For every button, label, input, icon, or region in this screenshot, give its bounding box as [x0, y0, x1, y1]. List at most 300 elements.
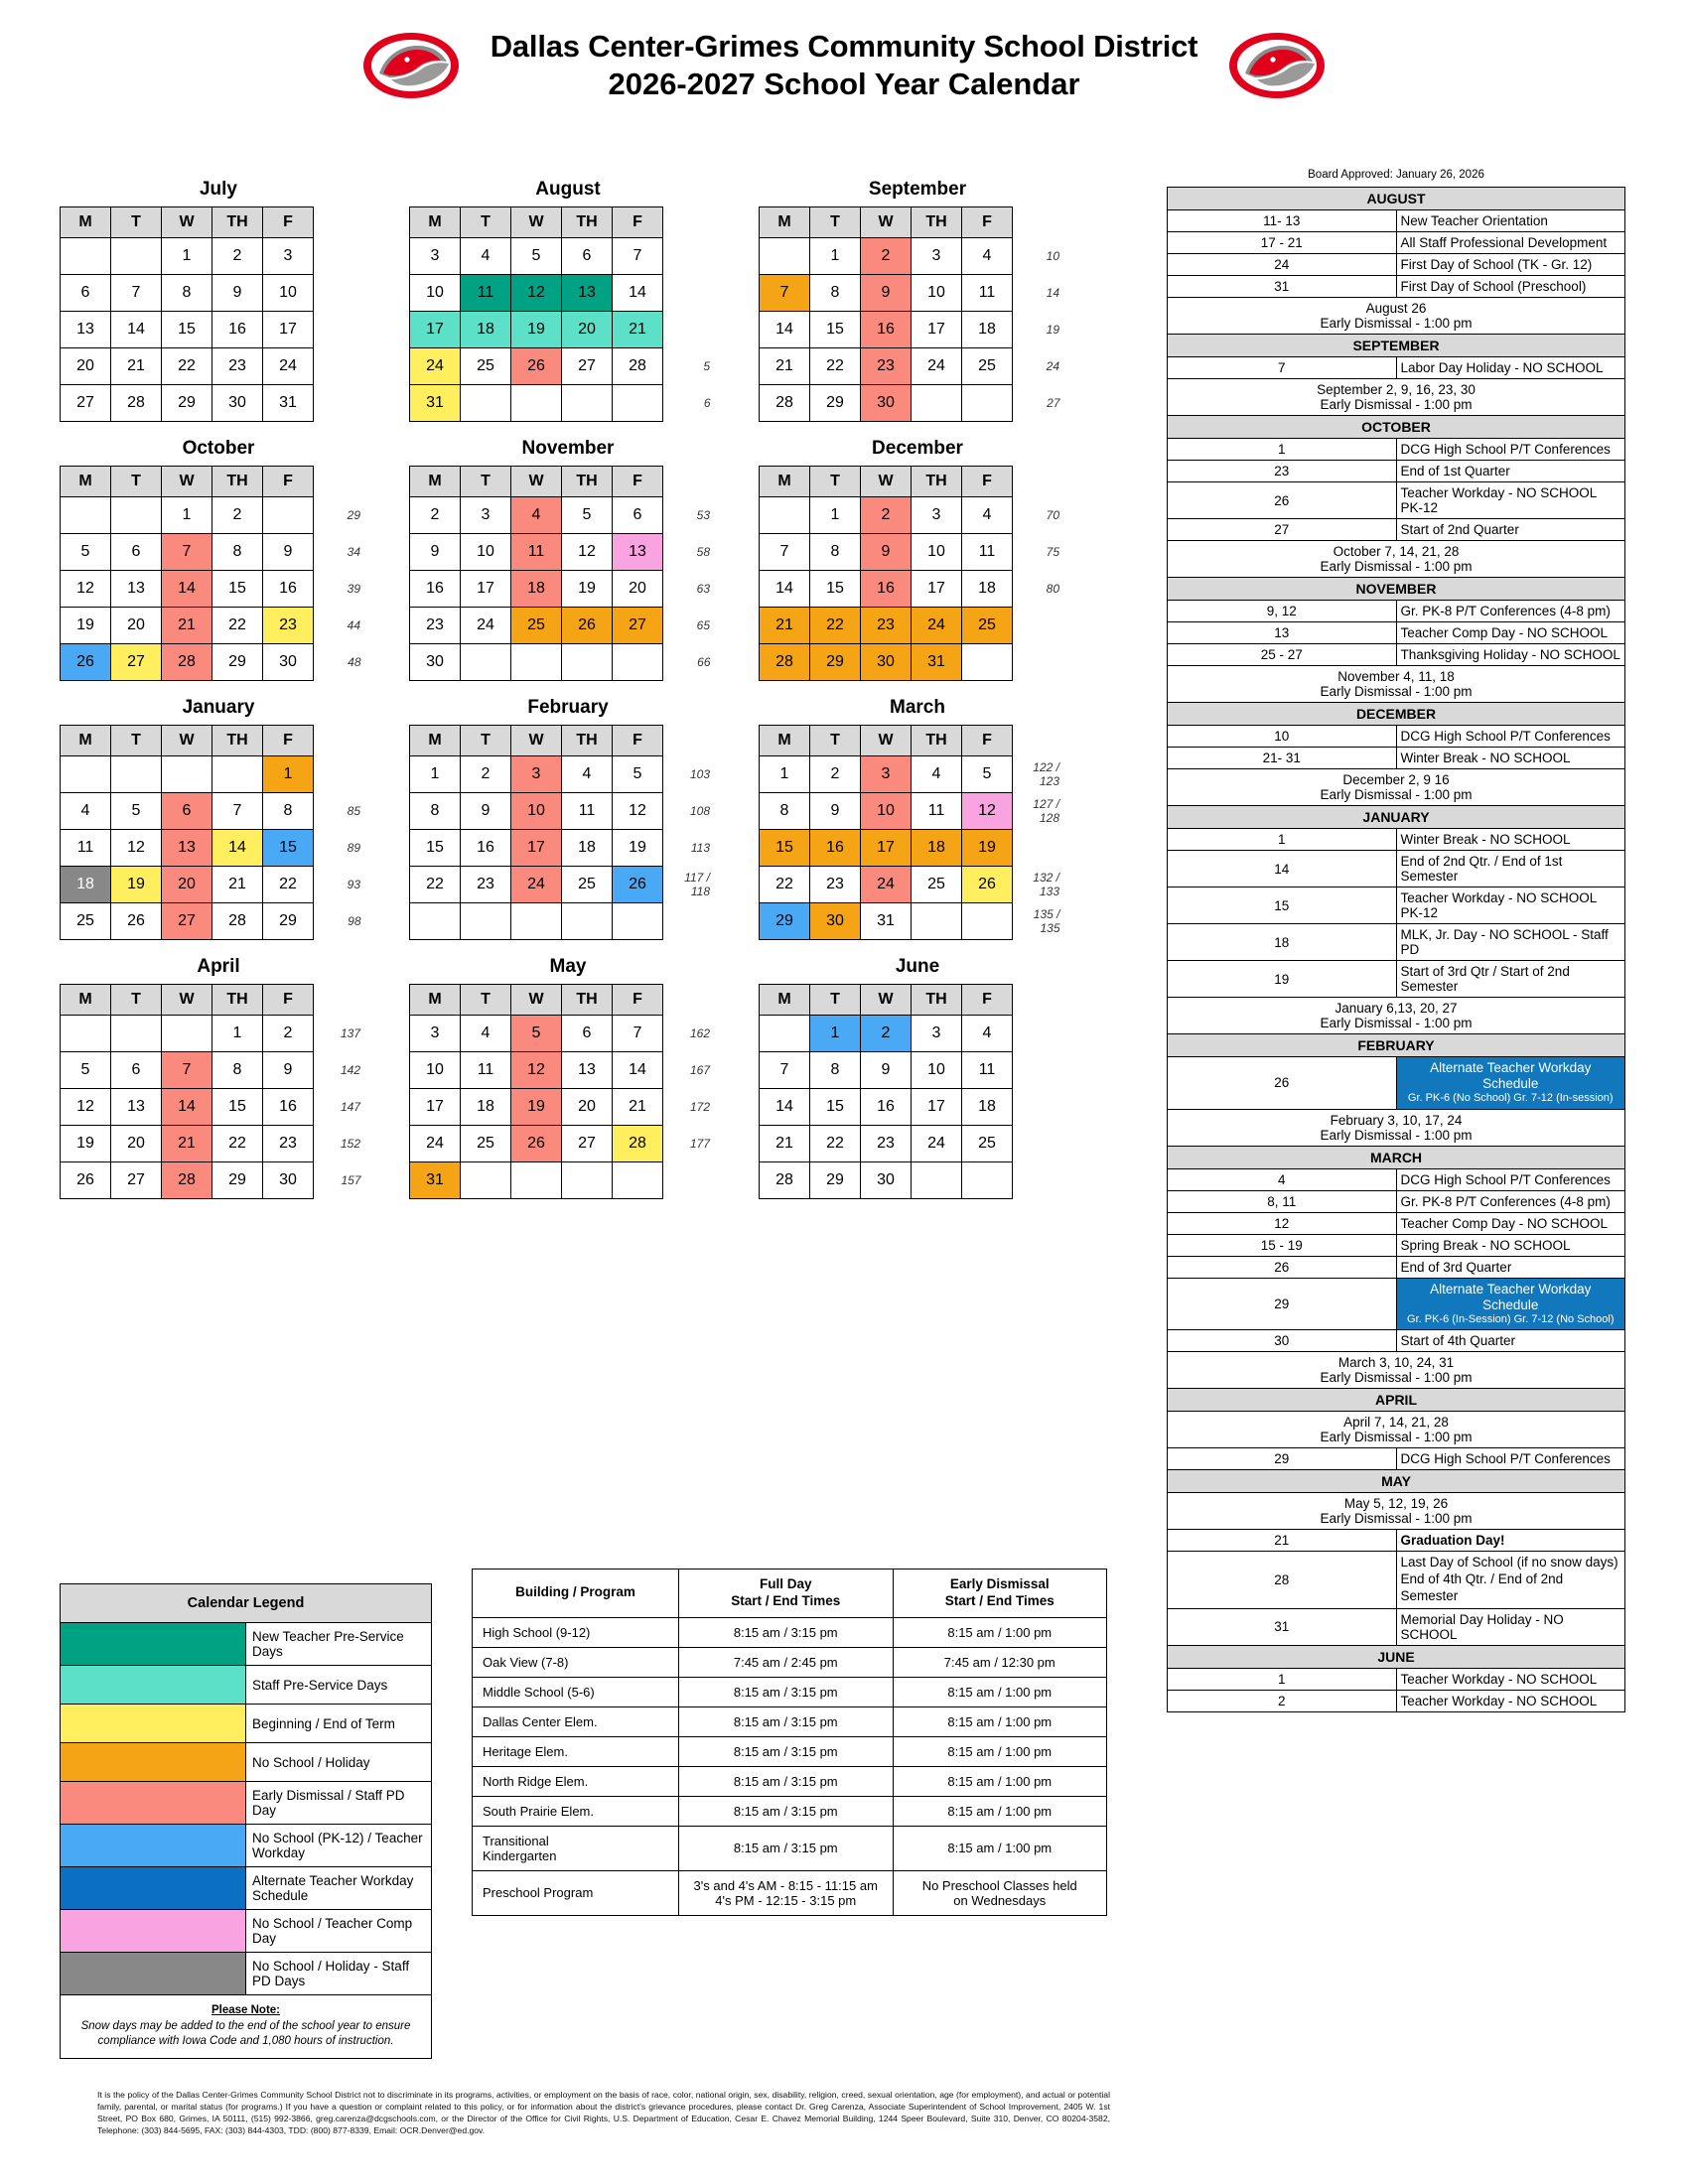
day-count-header: [314, 726, 364, 756]
day-cell: 23: [263, 608, 314, 644]
day-cell: 27: [61, 385, 111, 422]
day-cell: 7: [111, 275, 162, 312]
empty-cell: [212, 756, 263, 793]
cumulative-days: 135 / 135: [1033, 907, 1060, 935]
event-row-highlight: [1168, 1278, 1625, 1330]
month-table: [60, 725, 364, 940]
weekday-header: W: [861, 207, 912, 238]
week-row: [760, 275, 1063, 312]
event-note-row: [1168, 1109, 1625, 1146]
event-date: 13: [1168, 622, 1397, 644]
event-row: [1168, 1330, 1625, 1352]
day-cell: 18: [912, 830, 962, 867]
empty-cell: [613, 903, 663, 940]
cumulative-days: 98: [348, 914, 361, 928]
event-note-text: February 3, 10, 17, 24 Early Dismissal - 1:00 pm: [1168, 1109, 1625, 1146]
event-date: 26: [1168, 482, 1397, 519]
event-date: 1: [1168, 829, 1397, 851]
event-row: [1168, 254, 1625, 276]
event-text: Spring Break - NO SCHOOL: [1396, 1234, 1625, 1256]
event-text: Gr. PK-8 P/T Conferences (4-8 pm): [1396, 601, 1625, 622]
weekday-header: M: [760, 207, 810, 238]
day-cell: 8: [760, 793, 810, 830]
legend-swatch: [61, 1705, 246, 1743]
week-row: [410, 385, 714, 422]
legend-item: [61, 1705, 432, 1743]
day-cell: 1: [212, 1016, 263, 1052]
weekday-header: F: [613, 726, 663, 756]
event-date: 4: [1168, 1168, 1397, 1190]
times-header-cell: Building / Program: [473, 1570, 679, 1618]
weekday-header: TH: [212, 726, 263, 756]
empty-cell: [461, 385, 511, 422]
week-row: [760, 238, 1063, 275]
day-cell: 14: [162, 1089, 212, 1126]
event-text: Teacher Workday - NO SCHOOL PK-12: [1396, 482, 1625, 519]
empty-cell: [461, 1162, 511, 1199]
day-cell: 16: [461, 830, 511, 867]
empty-cell: [461, 644, 511, 681]
day-cell: 5: [511, 1016, 562, 1052]
cumulative-days: [1013, 830, 1063, 867]
day-cell: 15: [810, 571, 861, 608]
event-text: Start of 2nd Quarter: [1396, 519, 1625, 541]
legend-item: [61, 1910, 432, 1953]
day-cell: 21: [613, 1089, 663, 1126]
weekday-header: W: [511, 207, 562, 238]
times-header-row: [473, 1570, 1107, 1618]
building-program: High School (9-12): [473, 1617, 679, 1647]
day-cell: 24: [511, 867, 562, 903]
legend-label: Early Dismissal / Staff PD Day: [246, 1782, 432, 1825]
event-date: 21- 31: [1168, 748, 1397, 769]
day-cell: 19: [511, 1089, 562, 1126]
day-cell: 11: [461, 1052, 511, 1089]
day-cell: 30: [861, 644, 912, 681]
event-month-header: [1168, 703, 1625, 726]
day-cell: 24: [861, 867, 912, 903]
day-cell: 11: [962, 534, 1013, 571]
day-cell: 28: [613, 1126, 663, 1162]
mustang-logo-left: [361, 30, 461, 101]
event-date: 28: [1168, 1552, 1397, 1609]
legend-label: Alternate Teacher Workday Schedule: [246, 1867, 432, 1910]
day-cell: 18: [61, 867, 111, 903]
cumulative-days: 108: [689, 804, 710, 818]
day-cell: 13: [562, 275, 613, 312]
day-cell: 17: [410, 312, 461, 348]
day-cell: 5: [962, 756, 1013, 793]
month-name: November: [521, 438, 615, 459]
cumulative-days: 58: [696, 545, 710, 559]
event-date: 21: [1168, 1530, 1397, 1552]
empty-cell: [111, 497, 162, 534]
day-cell: 4: [511, 497, 562, 534]
empty-cell: [562, 1162, 613, 1199]
day-cell: 19: [61, 1126, 111, 1162]
day-cell: 19: [111, 867, 162, 903]
day-cell: 3: [410, 238, 461, 275]
day-cell: 16: [410, 571, 461, 608]
week-row: [410, 756, 714, 793]
week-row: [61, 571, 364, 608]
day-cell: 16: [861, 1089, 912, 1126]
event-text: DCG High School P/T Conferences: [1396, 1448, 1625, 1470]
weekday-header: M: [760, 985, 810, 1016]
event-date: 12: [1168, 1212, 1397, 1234]
day-cell: 25: [962, 348, 1013, 385]
event-month-header: [1168, 806, 1625, 829]
full-day-times: 8:15 am / 3:15 pm: [679, 1706, 894, 1736]
event-row: [1168, 726, 1625, 748]
full-day-times: 8:15 am / 3:15 pm: [679, 1826, 894, 1870]
empty-cell: [562, 385, 613, 422]
day-cell: 31: [263, 385, 314, 422]
event-note-row: [1168, 1493, 1625, 1530]
times-row: [473, 1736, 1107, 1766]
weekday-header: F: [962, 207, 1013, 238]
cumulative-days: [1013, 1052, 1063, 1089]
day-cell: 1: [263, 756, 314, 793]
times-table: [472, 1569, 1107, 1916]
legend-label: Staff Pre-Service Days: [246, 1666, 432, 1705]
event-date: 19: [1168, 961, 1397, 998]
legend-table: [60, 1583, 432, 1995]
cumulative-days: 80: [1046, 582, 1059, 596]
day-cell: 16: [263, 1089, 314, 1126]
week-row: [61, 756, 364, 793]
legend-label: No School / Holiday - Staff PD Days: [246, 1953, 432, 1995]
day-cell: 8: [212, 534, 263, 571]
events-table: [1167, 187, 1625, 1712]
cumulative-days: [1013, 644, 1063, 681]
empty-cell: [760, 497, 810, 534]
day-cell: 24: [912, 608, 962, 644]
event-text: First Day of School (Preschool): [1396, 276, 1625, 298]
cumulative-days: 85: [347, 804, 360, 818]
day-cell: 20: [162, 867, 212, 903]
event-text: Gr. PK-8 P/T Conferences (4-8 pm): [1396, 1190, 1625, 1212]
day-cell: 15: [810, 1089, 861, 1126]
day-count-header: [314, 985, 364, 1016]
day-cell: 28: [760, 385, 810, 422]
day-cell: 12: [511, 275, 562, 312]
weekday-header: W: [861, 726, 912, 756]
cumulative-days: 65: [696, 618, 710, 632]
weekday-header: T: [461, 985, 511, 1016]
event-month-header: [1168, 335, 1625, 357]
month-table: [60, 466, 364, 681]
times-row: [473, 1870, 1107, 1915]
day-cell: 15: [810, 312, 861, 348]
event-text: Memorial Day Holiday - NO SCHOOL: [1396, 1608, 1625, 1645]
weekday-header: F: [263, 207, 314, 238]
month-may: [409, 956, 727, 1199]
week-row: [410, 275, 714, 312]
month-july: [60, 179, 377, 422]
day-cell: 2: [810, 756, 861, 793]
month-table: [409, 466, 714, 681]
cumulative-days: [1013, 608, 1063, 644]
day-cell: 7: [162, 1052, 212, 1089]
day-cell: 20: [111, 1126, 162, 1162]
month-february: [409, 697, 727, 940]
empty-cell: [613, 644, 663, 681]
month-table: [60, 206, 364, 422]
legend-label: No School (PK-12) / Teacher Workday: [246, 1825, 432, 1867]
cumulative-days: 53: [696, 508, 710, 522]
day-count-header: [314, 467, 364, 497]
day-cell: 10: [912, 1052, 962, 1089]
event-row: [1168, 887, 1625, 924]
day-cell: 28: [162, 644, 212, 681]
weekday-header: M: [61, 467, 111, 497]
cumulative-days: 44: [347, 618, 360, 632]
month-december: [759, 438, 1076, 681]
event-note-text: August 26 Early Dismissal - 1:00 pm: [1168, 298, 1625, 335]
day-cell: 7: [162, 534, 212, 571]
week-row: [760, 385, 1063, 422]
weekday-header: M: [760, 467, 810, 497]
day-cell: 7: [760, 534, 810, 571]
event-note-row: [1168, 379, 1625, 416]
event-date: 8, 11: [1168, 1190, 1397, 1212]
legend-swatch: [61, 1953, 246, 1995]
month-name: December: [872, 438, 963, 459]
weekday-header: TH: [562, 467, 613, 497]
event-date: 31: [1168, 276, 1397, 298]
day-cell: 2: [212, 497, 263, 534]
day-cell: 14: [760, 571, 810, 608]
day-cell: 13: [613, 534, 663, 571]
month-label: OCTOBER: [1168, 416, 1625, 439]
day-cell: 8: [212, 1052, 263, 1089]
day-cell: 6: [111, 534, 162, 571]
week-row: [61, 1162, 364, 1199]
empty-cell: [613, 385, 663, 422]
event-date: 26: [1168, 1256, 1397, 1278]
early-dismissal-times: 8:15 am / 1:00 pm: [893, 1677, 1107, 1706]
empty-cell: [562, 644, 613, 681]
weekday-header: T: [111, 726, 162, 756]
day-cell: 26: [962, 867, 1013, 903]
day-cell: 8: [263, 793, 314, 830]
legend-item: [61, 1666, 432, 1705]
day-cell: 3: [912, 238, 962, 275]
legend-swatch: [61, 1910, 246, 1953]
event-date: 11- 13: [1168, 210, 1397, 232]
week-row: [760, 903, 1063, 940]
month-label: DECEMBER: [1168, 703, 1625, 726]
day-cell: 5: [111, 793, 162, 830]
day-cell: 12: [962, 793, 1013, 830]
day-cell: 10: [263, 275, 314, 312]
cumulative-days: 157: [341, 1173, 361, 1187]
board-approved: Board Approved: January 26, 2026: [1308, 169, 1484, 181]
cumulative-days: 66: [697, 655, 711, 669]
day-cell: 15: [212, 1089, 263, 1126]
event-row: [1168, 357, 1625, 379]
weekday-header: W: [162, 985, 212, 1016]
month-table: [409, 206, 714, 422]
month-label: MARCH: [1168, 1146, 1625, 1168]
day-cell: 22: [810, 608, 861, 644]
day-cell: 27: [562, 1126, 613, 1162]
event-row: [1168, 644, 1625, 666]
day-cell: 20: [61, 348, 111, 385]
month-name: September: [868, 179, 967, 200]
day-cell: 6: [162, 793, 212, 830]
day-cell: 27: [111, 1162, 162, 1199]
cumulative-days: 19: [1046, 323, 1059, 337]
event-row: [1168, 961, 1625, 998]
event-text: Winter Break - NO SCHOOL: [1396, 829, 1625, 851]
month-row: [60, 179, 1142, 422]
event-date: 24: [1168, 254, 1397, 276]
day-cell: 5: [511, 238, 562, 275]
event-note-text: May 5, 12, 19, 26 Early Dismissal - 1:00 pm: [1168, 1493, 1625, 1530]
week-row: [760, 348, 1063, 385]
month-row: [60, 697, 1142, 940]
day-cell: 5: [613, 756, 663, 793]
day-cell: 2: [212, 238, 263, 275]
legend-item: [61, 1782, 432, 1825]
legend-swatch: [61, 1666, 246, 1705]
weekday-header: T: [111, 985, 162, 1016]
day-cell: 10: [461, 534, 511, 571]
legend-note-text: Snow days may be added to the end of the school year to ensure compliance with Iowa Code and 1,080 hours of instruction.: [80, 2019, 411, 2048]
day-cell: 26: [613, 867, 663, 903]
event-text: Alternate Teacher Workday Schedule Gr. PK-6 (No School) Gr. 7-12 (In-session): [1396, 1057, 1625, 1110]
event-month-header: [1168, 578, 1625, 601]
weekday-header: F: [962, 467, 1013, 497]
day-cell: 4: [562, 756, 613, 793]
event-date: 2: [1168, 1690, 1397, 1711]
day-cell: 9: [861, 275, 912, 312]
event-row: [1168, 276, 1625, 298]
day-cell: 2: [461, 756, 511, 793]
cumulative-days: 34: [347, 545, 360, 559]
cumulative-days: [663, 903, 714, 940]
cumulative-days: 142: [340, 1063, 360, 1077]
day-cell: 7: [760, 1052, 810, 1089]
week-row: [410, 238, 714, 275]
event-row: [1168, 1668, 1625, 1690]
weekday-header: TH: [562, 726, 613, 756]
weekday-header: F: [613, 207, 663, 238]
building-program: North Ridge Elem.: [473, 1766, 679, 1796]
week-row: [61, 644, 364, 681]
empty-cell: [511, 644, 562, 681]
day-cell: 13: [562, 1052, 613, 1089]
day-cell: 10: [861, 793, 912, 830]
week-row: [410, 497, 714, 534]
day-cell: 27: [111, 644, 162, 681]
weekday-header: T: [111, 207, 162, 238]
week-row: [61, 1089, 364, 1126]
event-note-row: [1168, 1412, 1625, 1448]
weekday-header: TH: [912, 726, 962, 756]
day-cell: 19: [61, 608, 111, 644]
empty-cell: [962, 903, 1013, 940]
weekday-header: F: [613, 985, 663, 1016]
early-dismissal-times: 7:45 am / 12:30 pm: [893, 1647, 1107, 1677]
day-cell: 20: [613, 571, 663, 608]
event-date: 25 - 27: [1168, 644, 1397, 666]
week-row: [61, 238, 364, 275]
empty-cell: [912, 1162, 962, 1199]
event-note-text: December 2, 9 16 Early Dismissal - 1:00 pm: [1168, 769, 1625, 806]
day-cell: 14: [760, 312, 810, 348]
day-cell: 4: [461, 238, 511, 275]
cumulative-days: 127 / 128: [1033, 797, 1059, 825]
empty-cell: [111, 238, 162, 275]
month-name: May: [549, 956, 587, 977]
day-cell: 28: [111, 385, 162, 422]
cumulative-days: 14: [1046, 286, 1059, 300]
week-row: [760, 534, 1063, 571]
cumulative-days: 103: [689, 767, 710, 781]
week-row: [760, 1126, 1063, 1162]
day-cell: 12: [511, 1052, 562, 1089]
event-note-text: November 4, 11, 18 Early Dismissal - 1:00 pm: [1168, 666, 1625, 703]
cumulative-days: 162: [689, 1026, 710, 1040]
day-count-header: [1013, 207, 1063, 238]
early-dismissal-times: 8:15 am / 1:00 pm: [893, 1706, 1107, 1736]
day-cell: 23: [861, 608, 912, 644]
day-cell: 15: [410, 830, 461, 867]
day-cell: 29: [212, 1162, 263, 1199]
day-cell: 22: [410, 867, 461, 903]
week-row: [410, 1162, 714, 1199]
day-cell: 2: [263, 1016, 314, 1052]
day-cell: 22: [212, 1126, 263, 1162]
event-date: 31: [1168, 1608, 1397, 1645]
times-row: [473, 1826, 1107, 1870]
day-cell: 21: [162, 608, 212, 644]
day-cell: 13: [111, 571, 162, 608]
event-note-row: [1168, 298, 1625, 335]
day-cell: 14: [613, 275, 663, 312]
day-cell: 19: [562, 571, 613, 608]
month-table: [759, 984, 1063, 1199]
times-row: [473, 1647, 1107, 1677]
month-october: [60, 438, 377, 681]
month-grid: [60, 179, 1142, 1215]
day-cell: 20: [111, 608, 162, 644]
legend-title: Calendar Legend: [61, 1584, 432, 1623]
day-cell: 30: [212, 385, 263, 422]
month-table: [759, 725, 1063, 940]
month-table: [409, 984, 714, 1199]
day-cell: 3: [511, 756, 562, 793]
legend-item: [61, 1867, 432, 1910]
event-date: 14: [1168, 851, 1397, 887]
day-cell: 19: [511, 312, 562, 348]
day-cell: 6: [562, 1016, 613, 1052]
event-text: MLK, Jr. Day - NO SCHOOL - Staff PD: [1396, 924, 1625, 961]
day-cell: 22: [162, 348, 212, 385]
day-cell: 25: [562, 867, 613, 903]
legend-note-title: Please Note:: [211, 2004, 281, 2016]
week-row: [61, 385, 364, 422]
weekday-header: F: [263, 467, 314, 497]
legend-label: Beginning / End of Term: [246, 1705, 432, 1743]
cumulative-days: [663, 238, 714, 275]
day-cell: 16: [861, 312, 912, 348]
cumulative-days: 117 / 118: [684, 871, 710, 898]
building-program: Heritage Elem.: [473, 1736, 679, 1766]
